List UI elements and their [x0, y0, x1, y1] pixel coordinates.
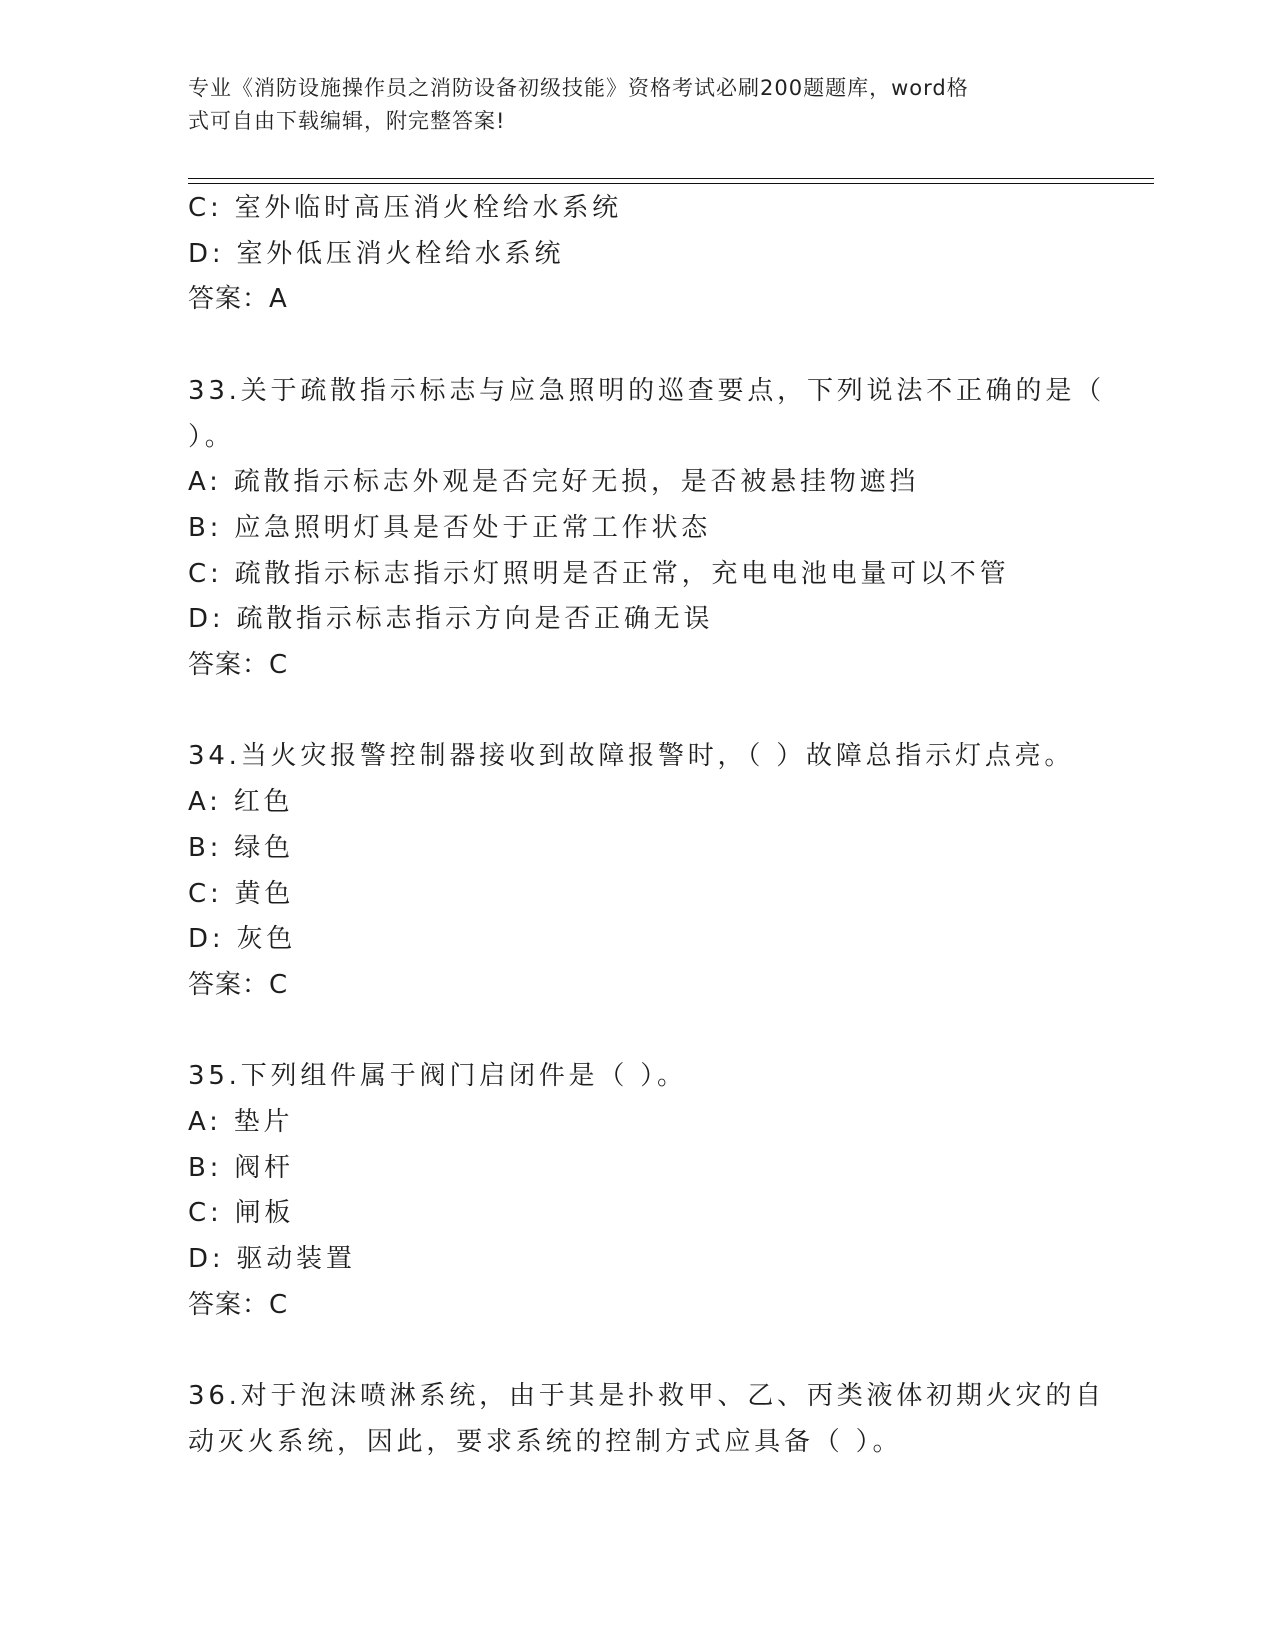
header-line-2: 式可自由下载编辑，附完整答案! — [188, 109, 506, 133]
question-stem: 36.对于泡沫喷淋系统，由于其是扑救甲、乙、丙类液体初期火灾的自 — [188, 1381, 1105, 1412]
option-a: A: 疏散指示标志外观是否完好无损，是否被悬挂物遮挡 — [188, 467, 920, 498]
option-a: A: 垫片 — [188, 1107, 294, 1138]
spacer — [188, 1329, 1154, 1375]
question-36 — [188, 1374, 1154, 1465]
option-d: D: 驱动装置 — [188, 1244, 356, 1275]
question-stem: 35.下列组件属于阀门启闭件是（ ）。 — [188, 1061, 687, 1092]
option-b: B: 绿色 — [188, 832, 294, 863]
document-header — [188, 72, 1068, 138]
option-c: C: 闸板 — [188, 1198, 295, 1229]
question-stem-continued: 动灭火系统，因此，要求系统的控制方式应具备（ ）。 — [188, 1426, 903, 1457]
option-b: B: 阀杆 — [188, 1152, 294, 1183]
option-d: D: 疏散指示标志指示方向是否正确无误 — [188, 604, 714, 635]
option-b: B: 应急照明灯具是否处于正常工作状态 — [188, 512, 712, 543]
question-33 — [188, 369, 1154, 689]
answer-label: 答案：C — [188, 969, 289, 1000]
question-stem-continued: ）。 — [188, 421, 235, 452]
question-34 — [188, 734, 1154, 1008]
answer-label: 答案：A — [188, 284, 288, 315]
spacer — [188, 323, 1154, 369]
option-a: A: 红色 — [188, 787, 294, 818]
answer-label: 答案：C — [188, 650, 289, 681]
option-c: C: 黄色 — [188, 878, 295, 909]
question-32-tail — [188, 186, 1154, 323]
question-list — [188, 186, 1154, 1466]
answer-label: 答案：C — [188, 1289, 289, 1320]
option-d: D: 室外低压消火栓给水系统 — [188, 238, 565, 269]
question-stem: 33.关于疏散指示标志与应急照明的巡查要点，下列说法不正确的是（ — [188, 375, 1105, 406]
option-c: C: 室外临时高压消火栓给水系统 — [188, 193, 622, 223]
option-d: D: 灰色 — [188, 924, 297, 955]
header-divider-bottom — [188, 183, 1154, 184]
question-stem: 34.当火灾报警控制器接收到故障报警时，（ ）故障总指示灯点亮。 — [188, 741, 1075, 772]
spacer — [188, 689, 1154, 735]
header-divider-top — [188, 178, 1154, 179]
spacer — [188, 1009, 1154, 1055]
header-line-1: 专业《消防设施操作员之消防设备初级技能》资格考试必刷200题题库，word格 — [188, 76, 969, 100]
option-c: C: 疏散指示标志指示灯照明是否正常，充电电池电量可以不管 — [188, 558, 1010, 589]
question-35 — [188, 1054, 1154, 1328]
